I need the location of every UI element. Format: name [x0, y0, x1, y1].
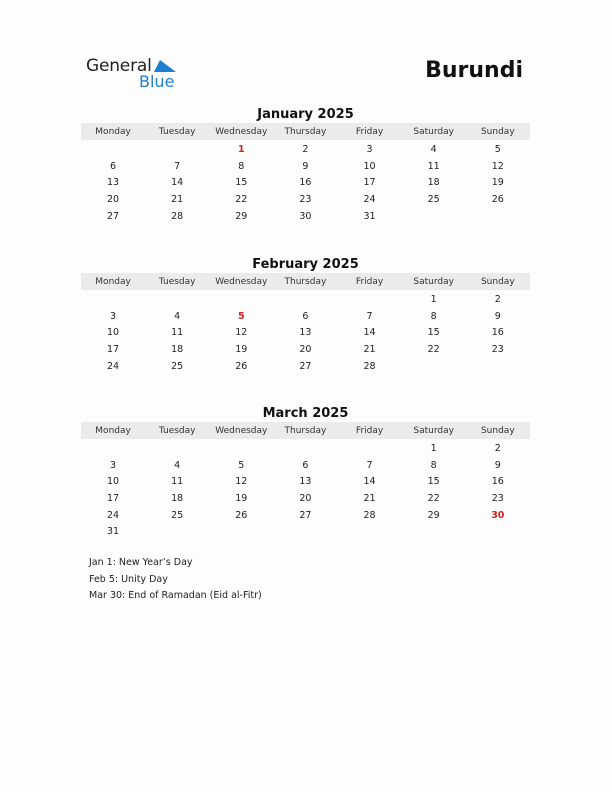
day-cell: 21: [171, 193, 184, 205]
day-cell: 20: [299, 343, 312, 355]
day-cell: 19: [235, 492, 248, 504]
day-cell: 3: [110, 310, 117, 322]
day-cell: 2: [302, 143, 309, 155]
weekday-header: Thursday: [284, 276, 327, 287]
weekday-header: Wednesday: [215, 126, 268, 137]
weekday-header: Sunday: [480, 276, 515, 287]
month-title: February 2025: [252, 257, 359, 272]
day-cell: 16: [299, 177, 312, 189]
day-cell: 15: [427, 327, 440, 339]
day-cell: 7: [366, 459, 373, 471]
holiday-day-cell: 1: [238, 143, 245, 155]
day-cell: 12: [491, 160, 504, 172]
weekday-header: Tuesday: [158, 425, 196, 436]
month-block: [81, 106, 530, 224]
day-cell: 30: [299, 210, 312, 222]
day-cell: 13: [299, 327, 312, 339]
day-cell: 5: [494, 143, 501, 155]
day-cell: 28: [171, 210, 184, 222]
logo-text-general: General: [86, 56, 152, 76]
day-cell: 7: [366, 310, 373, 322]
day-cell: 28: [363, 509, 376, 521]
day-cell: 22: [427, 492, 440, 504]
day-cell: 25: [171, 360, 184, 372]
country-title: Burundi: [425, 58, 523, 83]
day-cell: 23: [491, 492, 504, 504]
day-cell: 9: [494, 310, 501, 322]
generalblue-logo: [86, 56, 186, 92]
logo-triangle-icon: [154, 60, 176, 72]
logo-text-blue: Blue: [139, 72, 175, 91]
day-cell: 14: [363, 476, 376, 488]
day-cell: 10: [107, 476, 120, 488]
day-cell: 14: [171, 177, 184, 189]
day-cell: 18: [171, 343, 184, 355]
day-cell: 11: [171, 476, 184, 488]
day-cell: 27: [299, 360, 312, 372]
weekday-header: Monday: [95, 425, 131, 436]
day-cell: 25: [427, 193, 440, 205]
week-row: [81, 473, 530, 490]
weekday-header: Tuesday: [158, 126, 196, 137]
holiday-day-cell: 30: [491, 509, 505, 521]
day-cell: 12: [235, 327, 248, 339]
day-cell: 25: [171, 509, 184, 521]
week-row: [81, 523, 530, 540]
weekday-header: Saturday: [413, 276, 454, 287]
day-cell: 31: [107, 526, 120, 538]
day-cell: 2: [494, 293, 501, 305]
day-cell: 6: [110, 160, 117, 172]
day-cell: 14: [363, 327, 376, 339]
day-cell: 17: [107, 492, 120, 504]
month-title: January 2025: [257, 107, 354, 122]
weekday-header: Tuesday: [158, 276, 196, 287]
weekday-header: Thursday: [284, 126, 327, 137]
weekday-header: Sunday: [480, 126, 515, 137]
day-cell: 27: [107, 210, 120, 222]
weekday-header: Friday: [355, 425, 384, 436]
week-row: [81, 457, 530, 474]
day-cell: 15: [427, 476, 440, 488]
day-cell: 13: [299, 476, 312, 488]
day-cell: 22: [235, 193, 248, 205]
weekday-header: Saturday: [413, 126, 454, 137]
day-cell: 31: [363, 210, 376, 222]
day-cell: 18: [427, 177, 440, 189]
day-cell: 24: [107, 360, 120, 372]
week-row: [81, 308, 530, 325]
day-cell: 7: [174, 160, 181, 172]
day-cell: 11: [427, 160, 440, 172]
day-cell: 20: [107, 193, 120, 205]
day-cell: 29: [427, 509, 440, 521]
month-block: [81, 256, 530, 374]
day-cell: 23: [299, 193, 312, 205]
day-cell: 13: [107, 177, 120, 189]
day-cell: 28: [363, 360, 376, 372]
day-cell: 26: [491, 193, 504, 205]
day-cell: 6: [302, 459, 309, 471]
day-cell: 19: [235, 343, 248, 355]
week-row: [81, 341, 530, 358]
day-cell: 27: [299, 509, 312, 521]
weekday-header: Friday: [355, 276, 384, 287]
weekday-header: Friday: [355, 126, 384, 137]
day-cell: 16: [491, 327, 504, 339]
day-cell: 3: [366, 143, 373, 155]
month-title: March 2025: [262, 406, 349, 421]
day-cell: 3: [110, 459, 117, 471]
weekday-header-row: [81, 422, 530, 439]
week-row: [81, 324, 530, 341]
weekday-header: Monday: [95, 276, 131, 287]
week-row: [81, 191, 530, 208]
day-cell: 20: [299, 492, 312, 504]
holiday-note: Mar 30: End of Ramadan (Eid al-Fitr): [89, 590, 262, 602]
week-row: [81, 208, 530, 225]
day-cell: 8: [238, 160, 245, 172]
week-row: [81, 291, 530, 308]
week-row: [81, 490, 530, 507]
week-row: [81, 358, 530, 375]
holiday-note: Jan 1: New Year’s Day: [89, 557, 193, 568]
day-cell: 19: [491, 177, 504, 189]
weekday-header: Sunday: [480, 425, 515, 436]
day-cell: 10: [107, 327, 120, 339]
day-cell: 8: [430, 310, 437, 322]
month-block: [81, 405, 530, 540]
day-cell: 26: [235, 360, 248, 372]
weekday-header: Thursday: [284, 425, 327, 436]
day-cell: 24: [107, 509, 120, 521]
day-cell: 15: [235, 177, 248, 189]
day-cell: 18: [171, 492, 184, 504]
day-cell: 23: [491, 343, 504, 355]
day-cell: 1: [430, 293, 437, 305]
week-row: [81, 141, 530, 158]
day-cell: 21: [363, 343, 376, 355]
day-cell: 9: [302, 160, 309, 172]
day-cell: 2: [494, 442, 501, 454]
holiday-note: Feb 5: Unity Day: [89, 573, 168, 585]
week-row: [81, 174, 530, 191]
day-cell: 26: [235, 509, 248, 521]
day-cell: 1: [430, 442, 437, 454]
day-cell: 24: [363, 193, 376, 205]
week-row: [81, 440, 530, 457]
weekday-header: Wednesday: [215, 425, 268, 436]
day-cell: 10: [363, 160, 376, 172]
day-cell: 6: [302, 310, 309, 322]
weekday-header: Saturday: [413, 425, 454, 436]
week-row: [81, 507, 530, 524]
day-cell: 12: [235, 476, 248, 488]
day-cell: 4: [174, 310, 181, 322]
day-cell: 29: [235, 210, 248, 222]
day-cell: 5: [238, 459, 245, 471]
day-cell: 11: [171, 327, 184, 339]
day-cell: 4: [430, 143, 437, 155]
day-cell: 9: [494, 459, 501, 471]
weekday-header-row: [81, 123, 530, 140]
holiday-day-cell: 5: [238, 310, 245, 322]
day-cell: 22: [427, 343, 440, 355]
day-cell: 4: [174, 459, 181, 471]
weekday-header: Wednesday: [215, 276, 268, 287]
day-cell: 16: [491, 476, 504, 488]
day-cell: 21: [363, 492, 376, 504]
weekday-header: Monday: [95, 126, 131, 137]
weekday-header-row: [81, 273, 530, 290]
day-cell: 17: [107, 343, 120, 355]
day-cell: 17: [363, 177, 376, 189]
week-row: [81, 158, 530, 175]
holiday-notes: [89, 555, 262, 605]
day-cell: 8: [430, 459, 437, 471]
